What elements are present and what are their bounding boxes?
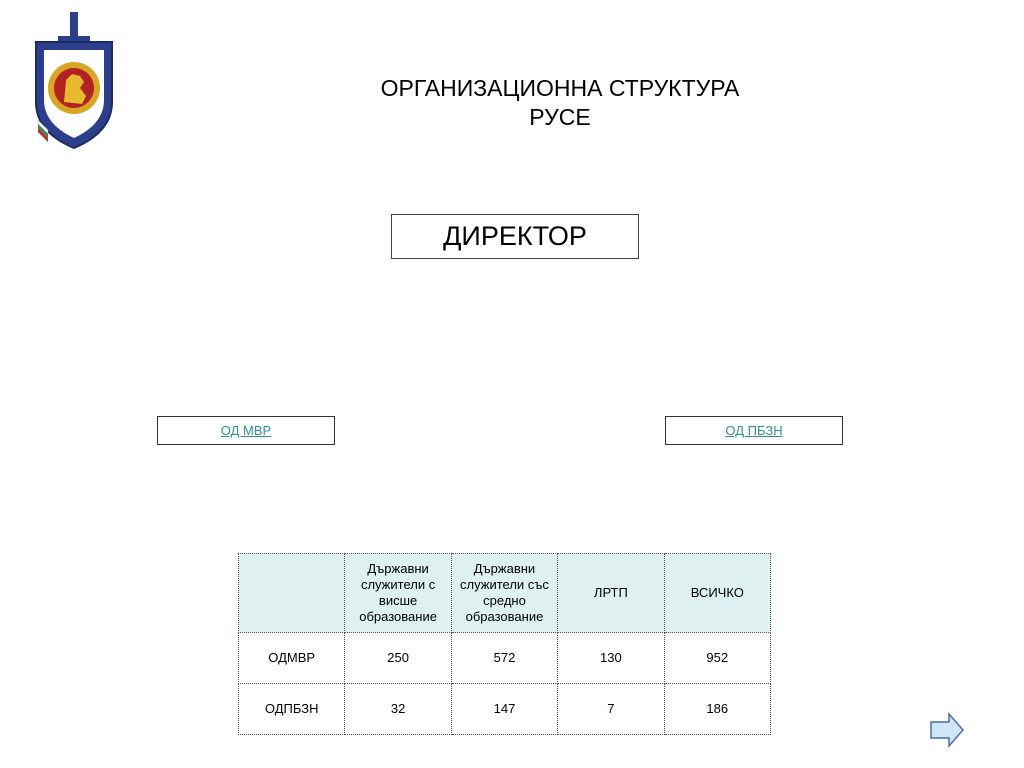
table-cell: 32	[345, 684, 451, 735]
table-row	[239, 633, 771, 684]
table-cell: 130	[558, 633, 664, 684]
title-line-2: РУСЕ	[529, 104, 591, 130]
table-row	[239, 684, 771, 735]
staff-table	[238, 553, 771, 735]
unit-box-od-pbzn	[665, 416, 843, 445]
od-mvr-link[interactable]: ОД МВР	[220, 423, 272, 438]
row-label: ОДМВР	[239, 633, 345, 684]
table-header-row	[239, 554, 771, 633]
page-title	[300, 74, 820, 132]
header-secondary-education: Държавни служители със средно образование	[451, 554, 557, 633]
header-total: ВСИЧКО	[664, 554, 770, 633]
header-higher-education: Държавни служители с висше образование	[345, 554, 451, 633]
director-label: ДИРЕКТОР	[443, 221, 587, 251]
od-pbzn-link[interactable]: ОД ПБЗН	[725, 423, 783, 438]
director-box	[391, 214, 639, 259]
table-cell: 572	[451, 633, 557, 684]
table-cell: 250	[345, 633, 451, 684]
unit-box-od-mvr	[157, 416, 335, 445]
header-empty	[239, 554, 345, 633]
row-label: ОДПБЗН	[239, 684, 345, 735]
title-line-1: ОРГАНИЗАЦИОННА СТРУКТУРА	[380, 75, 740, 101]
table-cell: 7	[558, 684, 664, 735]
table-cell: 952	[664, 633, 770, 684]
header-lrtp: ЛРТП	[558, 554, 664, 633]
table-cell: 186	[664, 684, 770, 735]
table-cell: 147	[451, 684, 557, 735]
next-arrow-icon[interactable]	[929, 712, 965, 748]
mvr-crest-icon	[28, 10, 120, 152]
